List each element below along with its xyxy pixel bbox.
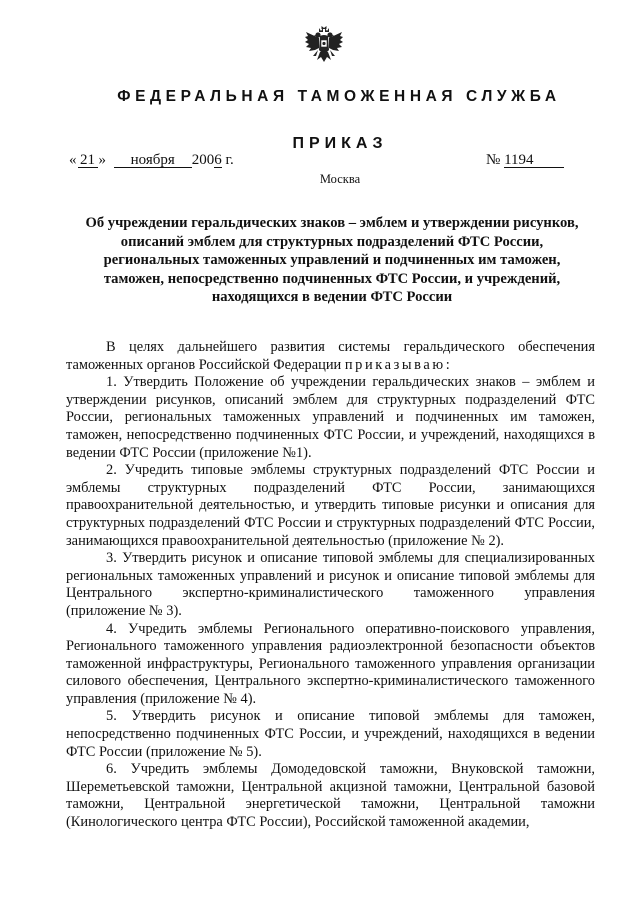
city: Москва [319, 172, 361, 186]
date-year-suffix: 6 [214, 152, 222, 168]
number-value: 1194 [504, 153, 564, 168]
list-item: 3. Утвердить рисунок и описание типовой эмблемы для специализированных региональных таможенных управлений и рисунок и описание типовой эмблемы для Центрального экспертно-криминалистического таможенного управления (приложение № 3). [66, 550, 595, 619]
number-sign: № [486, 152, 501, 168]
order-date [68, 152, 234, 169]
list-item: 4. Учредить эмблемы Регионального оперативно-поискового управления, Регионального таможенного управления радиоэлектронной безопасности объектов таможенной инфраструктуры, Регионального таможенного управления организации силового обеспечения, Центрального экспертно-криминалистического таможенного управления (приложение № 4). [66, 620, 595, 707]
list-item: 2. Учредить типовые эмблемы структурных подразделений ФТС России и эмблемы структурных подразделений ФТС России, занимающихся правоохранительной деятельностью, и утвердить типовые рисунки и описания для структурных подразделений ФТС России и структурных подразделений ФТС России, занимающихся правоохранительной деятельностью (приложение № 2). [66, 462, 595, 549]
list-item: 1. Утвердить Положение об учреждении геральдических знаков – эмблем и утверждении рисунков, описаний эмблем для структурных подразделений ФТС России, региональных таможенных управлений и подчиненных им таможен, таможен, непосредственно подчиненных ФТС России, и учреждений, находящихся в ведении ФТС России (приложение №1). [66, 374, 595, 461]
document-body [66, 339, 595, 832]
preamble-order: приказываю: [344, 356, 453, 373]
list-item: 5. Утвердить рисунок и описание типовой эмблемы для таможен, непосредственно подчиненных ФТС России, и учреждений, находящихся в ведении ФТС России (приложение № 5). [66, 708, 595, 760]
preamble-text: В целях дальнейшего развития системы геральдического обеспечения таможенных органов Российской Федерации [66, 339, 595, 373]
document-title: Об учреждении геральдических знаков – эмблем и утверждении рисунков, описаний эмблем для структурных подразделений ФТС России, региональных таможенных управлений и подчиненных им таможен, таможен, непосредственно подчиненных ФТС России, и учреждений, находящихся в ведении ФТС России [85, 215, 579, 305]
date-day: 21 [78, 153, 98, 168]
date-quote-open: « [69, 152, 77, 168]
double-headed-eagle-icon [304, 26, 344, 68]
agency-name: ФЕДЕРАЛЬНАЯ ТАМОЖЕННАЯ СЛУЖБА [117, 88, 561, 105]
date-year-prefix: 200 [191, 152, 215, 168]
order-number [486, 152, 564, 169]
date-year-abbr: г. [225, 152, 234, 168]
document-type: ПРИКАЗ [292, 135, 388, 152]
date-quote-close: » [98, 152, 106, 168]
list-item: 6. Учредить эмблемы Домодедовской таможни, Внуковской таможни, Шереметьевской таможни, Центральной акцизной таможни, Центральной базовой таможни, Центральной энергетической таможни, Центральной таможни (Кинологического центра ФТС России), Российской таможенной академии, [66, 761, 595, 831]
date-month: ноября [114, 153, 192, 168]
preamble-paragraph [66, 339, 595, 374]
